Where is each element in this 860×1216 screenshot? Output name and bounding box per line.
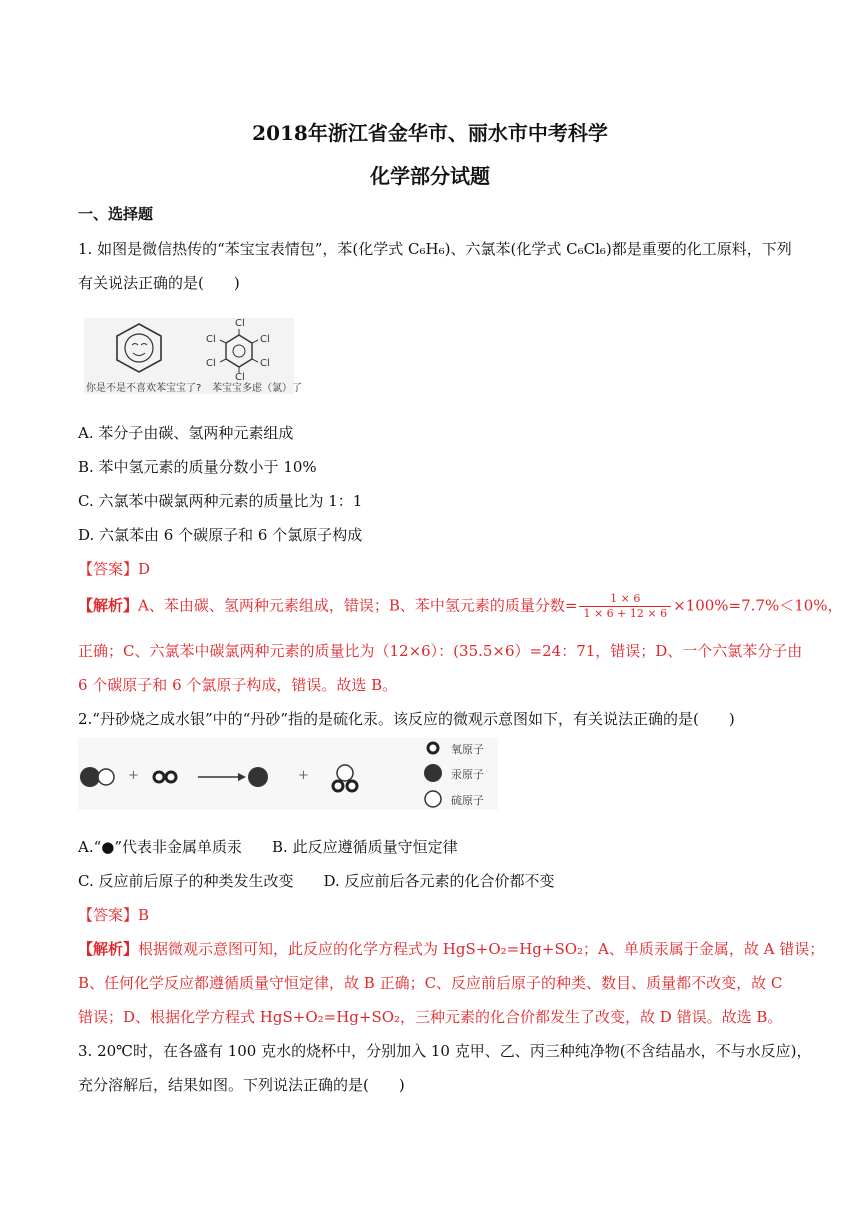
benzene-emoji-figure [84, 318, 302, 394]
fraction-denominator: 1 × 6 + 12 × 6 [583, 607, 668, 620]
analysis-tag: 【解析】 [78, 940, 139, 958]
cl-label: Cl [235, 318, 245, 329]
q2-analysis-line1 [78, 938, 824, 959]
q2-answer: 【答案】B [78, 906, 150, 924]
q1-answer: 【答案】D [78, 560, 151, 578]
reaction-diagram-icon [78, 738, 498, 810]
q3-stem-line2: 充分溶解后，结果如图。下列说法正确的是( ) [78, 1076, 405, 1094]
q2-analysis-line3: 错误；D、根据化学方程式 HgS+O₂=Hg+SO₂，三种元素的化合价都发生了改变，故 D 错误。故选 B。 [78, 1008, 783, 1026]
page-subtitle: 化学部分试题 [370, 164, 490, 188]
page-title: 2018年浙江省金华市、丽水市中考科学 [252, 121, 608, 145]
analysis-tag: 【解析】 [78, 596, 139, 615]
caption-left: 你是不是不喜欢苯宝宝了? [86, 383, 202, 394]
plus-sign: + [298, 768, 309, 783]
q2-stem: 2.“丹砂烧之成水银”中的“丹砂”指的是硫化汞。该反应的微观示意图如下，有关说法正确的是( ) [78, 710, 735, 728]
reaction-diagram [78, 738, 498, 810]
caption-right: 苯宝宝多虑（氯）了 [212, 383, 302, 394]
q1-option-b: B. 苯中氢元素的质量分数小于 10% [78, 458, 317, 476]
analysis-text: A、苯由碳、氢两种元素组成，错误；B、苯中氢元素的质量分数= [138, 596, 578, 615]
q2-options-row1: A.“●”代表非金属单质汞 B. 此反应遵循质量守恒定律 [78, 838, 458, 856]
q1-stem-line2: 有关说法正确的是( ) [78, 274, 240, 292]
legend-sulfur: 硫原子 [451, 794, 484, 807]
analysis-text: ×100%=7.7%＜10%， [673, 596, 843, 615]
q1-option-a: A. 苯分子由碳、氢两种元素组成 [78, 424, 294, 442]
cl-label: Cl [260, 334, 270, 345]
q1-stem-line1: 1. 如图是微信热传的“苯宝宝表情包”，苯(化学式 C₆H₆)、六氯苯(化学式 C₆Cl₆)都是重要的化工原料，下列 [78, 240, 792, 258]
cl-label: Cl [206, 358, 216, 369]
cl-label: Cl [260, 358, 270, 369]
q2-analysis-line2: B、任何化学反应都遵循质量守恒定律，故 B 正确；C、反应前后原子的种类、数目、质量都不改变，故 C [78, 974, 783, 992]
q1-analysis-line2: 正确；C、六氯苯中碳氯两种元素的质量比为（12×6）：(35.5×6）=24：71，错误；D、一个六氯苯分子由 [78, 642, 803, 660]
cl-label: Cl [206, 334, 216, 345]
q2-options-row2: C. 反应前后原子的种类发生改变 D. 反应前后各元素的化合价都不变 [78, 872, 555, 890]
mass-fraction [579, 592, 671, 621]
plus-sign: + [128, 768, 139, 783]
q1-option-d: D. 六氯苯由 6 个碳原子和 6 个氯原子构成 [78, 526, 363, 544]
q3-stem-line1: 3. 20℃时，在各盛有 100 克水的烧杯中，分别加入 10 克甲、乙、丙三种纯净物(不含结晶水，不与水反应)， [78, 1042, 812, 1060]
cl-label: Cl [235, 372, 245, 383]
legend-oxygen: 氧原子 [451, 743, 484, 756]
fraction-numerator: 1 × 6 [579, 592, 671, 607]
legend-mercury: 汞原子 [451, 768, 484, 781]
q1-option-c: C. 六氯苯中碳氯两种元素的质量比为 1：1 [78, 492, 363, 510]
q1-analysis-line1 [78, 592, 843, 621]
analysis-text: 根据微观示意图可知，此反应的化学方程式为 HgS+O₂=Hg+SO₂；A、单质汞属于金属，故 A 错误； [138, 940, 825, 958]
section-heading: 一、选择题 [78, 205, 154, 223]
q1-analysis-line3: 6 个碳原子和 6 个氯原子构成，错误。故选 B。 [78, 676, 398, 694]
